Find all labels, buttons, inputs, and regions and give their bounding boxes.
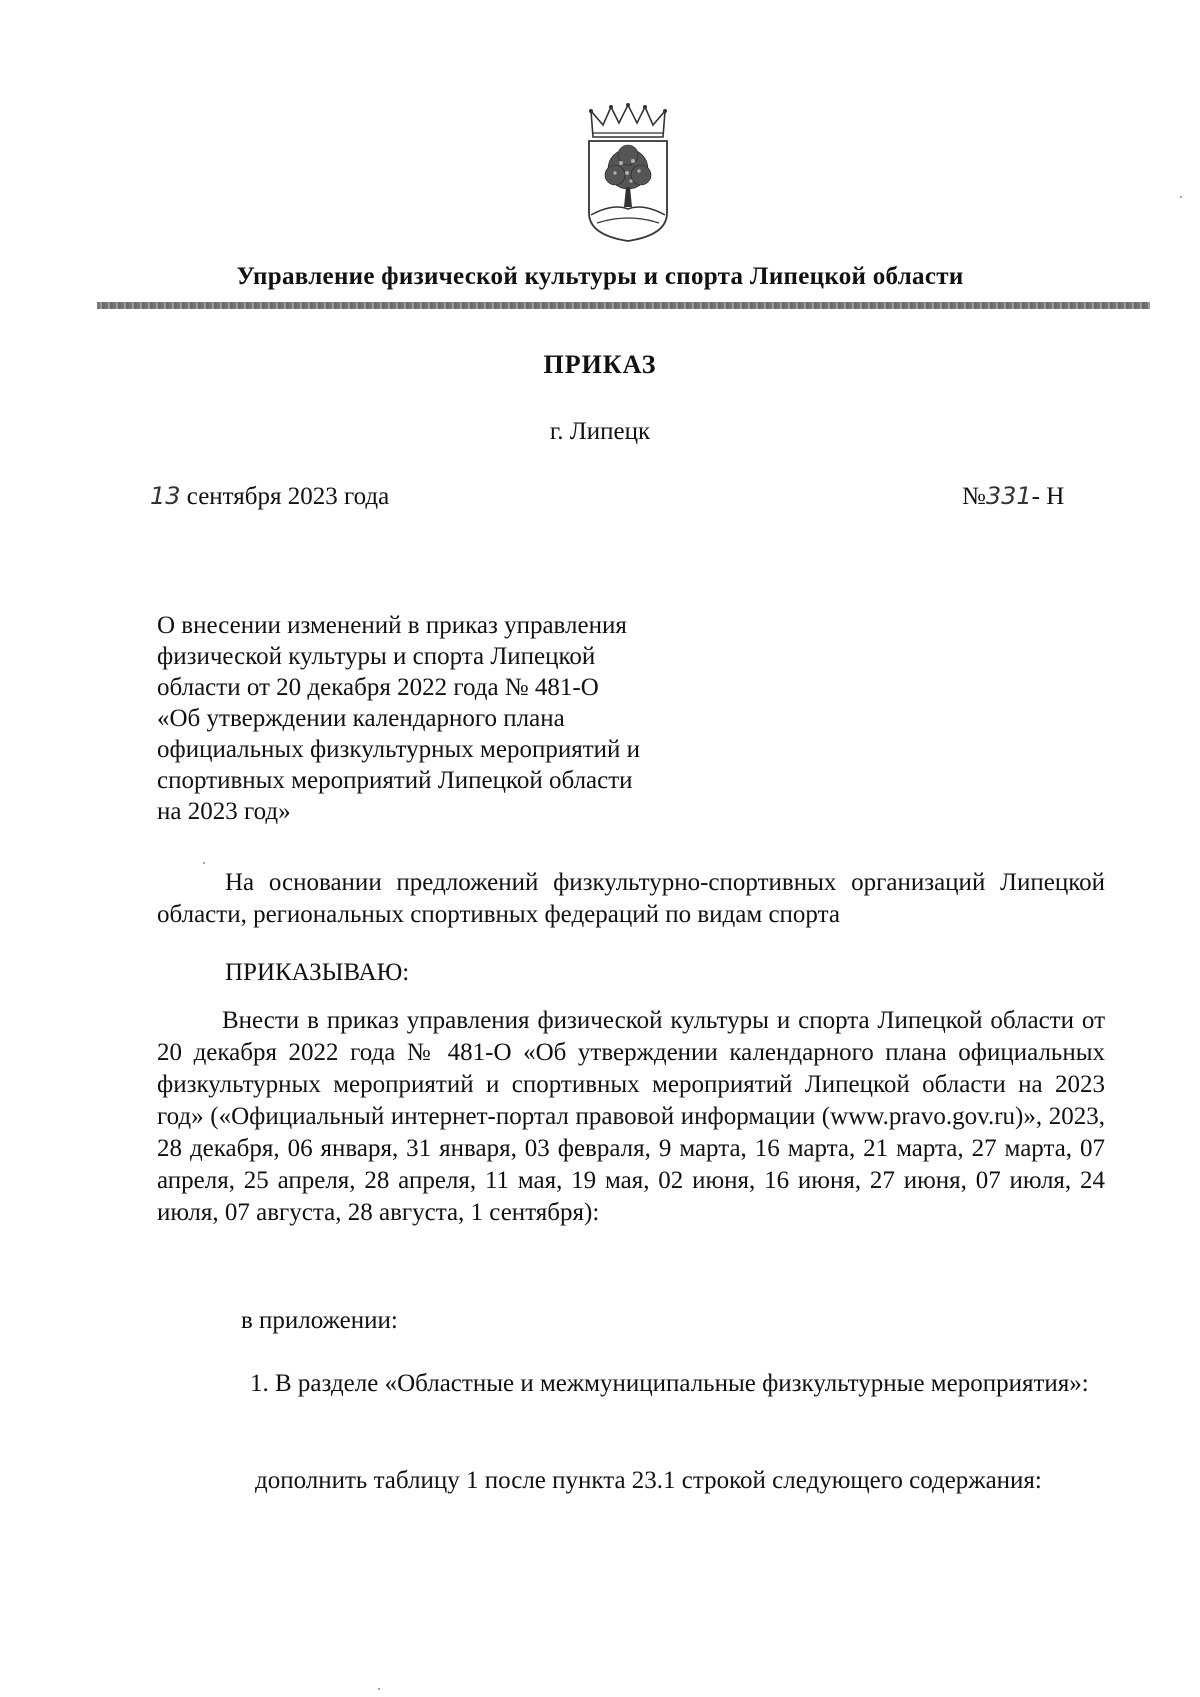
subject-line: области от 20 декабря 2022 года № 481-О bbox=[157, 674, 599, 701]
main-paragraph: Внести в приказ управления физической культуры и спорта Липецкой области от 20 декабря 2022 года № 481-О «Об утверждении календарного плана официальных физкультурных мероприятий и спортивных мероприятий Липецкой области на 2023 год» («Официальный интернет-портал правовой информации (www.pravo.gov.ru)», 2023, 28 декабря, 06 января, 31 января, 03 февраля, 9 марта, 16 марта, 21 марта, 27 марта, 07 апреля, 25 апреля, 28 апреля, 11 мая, 19 мая, 02 июня, 16 июня, 27 июня, 07 июля, 24 июля, 07 августа, 28 августа, 1 сентября): bbox=[157, 1007, 1105, 1226]
scan-speck bbox=[203, 862, 205, 864]
subject-line: физической культуры и спорта Липецкой bbox=[157, 643, 596, 670]
subject-line: спортивных мероприятий Липецкой области bbox=[157, 767, 633, 794]
order-word: ПРИКАЗЫВАЮ: bbox=[225, 959, 410, 986]
item-1-paragraph: 1. В разделе «Областные и межмуниципальные физкультурные мероприятия»: bbox=[250, 1370, 1089, 1397]
number-suffix: - Н bbox=[1031, 483, 1065, 510]
number-handwritten: 331 bbox=[985, 482, 1032, 510]
supplement-paragraph: дополнить таблицу 1 после пункта 23.1 строкой следующего содержания: bbox=[255, 1467, 1042, 1494]
annex-paragraph: в приложении: bbox=[241, 1307, 398, 1334]
organization-name: Управление физической культуры и спорта Липецкой области bbox=[236, 263, 964, 290]
document-city: г. Липецк bbox=[549, 418, 651, 445]
subject-line: «Об утверждении календарного плана bbox=[157, 705, 565, 732]
scan-speck bbox=[378, 1688, 380, 1690]
subject-line: официальных физкультурных мероприятий и bbox=[157, 736, 641, 763]
header-divider bbox=[97, 302, 1150, 309]
number-prefix: № bbox=[962, 483, 986, 510]
subject-line: на 2023 год» bbox=[157, 798, 291, 825]
scan-speck bbox=[1180, 196, 1182, 198]
date-month-year: сентября 2023 года bbox=[186, 483, 390, 510]
document-date bbox=[150, 482, 389, 511]
document-type: ПРИКАЗ bbox=[543, 350, 657, 379]
date-day-handwritten: 13 bbox=[150, 482, 181, 510]
document-subject bbox=[157, 610, 717, 827]
coat-of-arms-icon bbox=[583, 103, 673, 243]
subject-line: О внесении изменений в приказ управления bbox=[157, 612, 627, 639]
basis-paragraph: На основании предложений физкультурно-спортивных организаций Липецкой области, региональных спортивных федераций по видам спорта bbox=[157, 869, 1105, 928]
document-number bbox=[962, 482, 1064, 511]
